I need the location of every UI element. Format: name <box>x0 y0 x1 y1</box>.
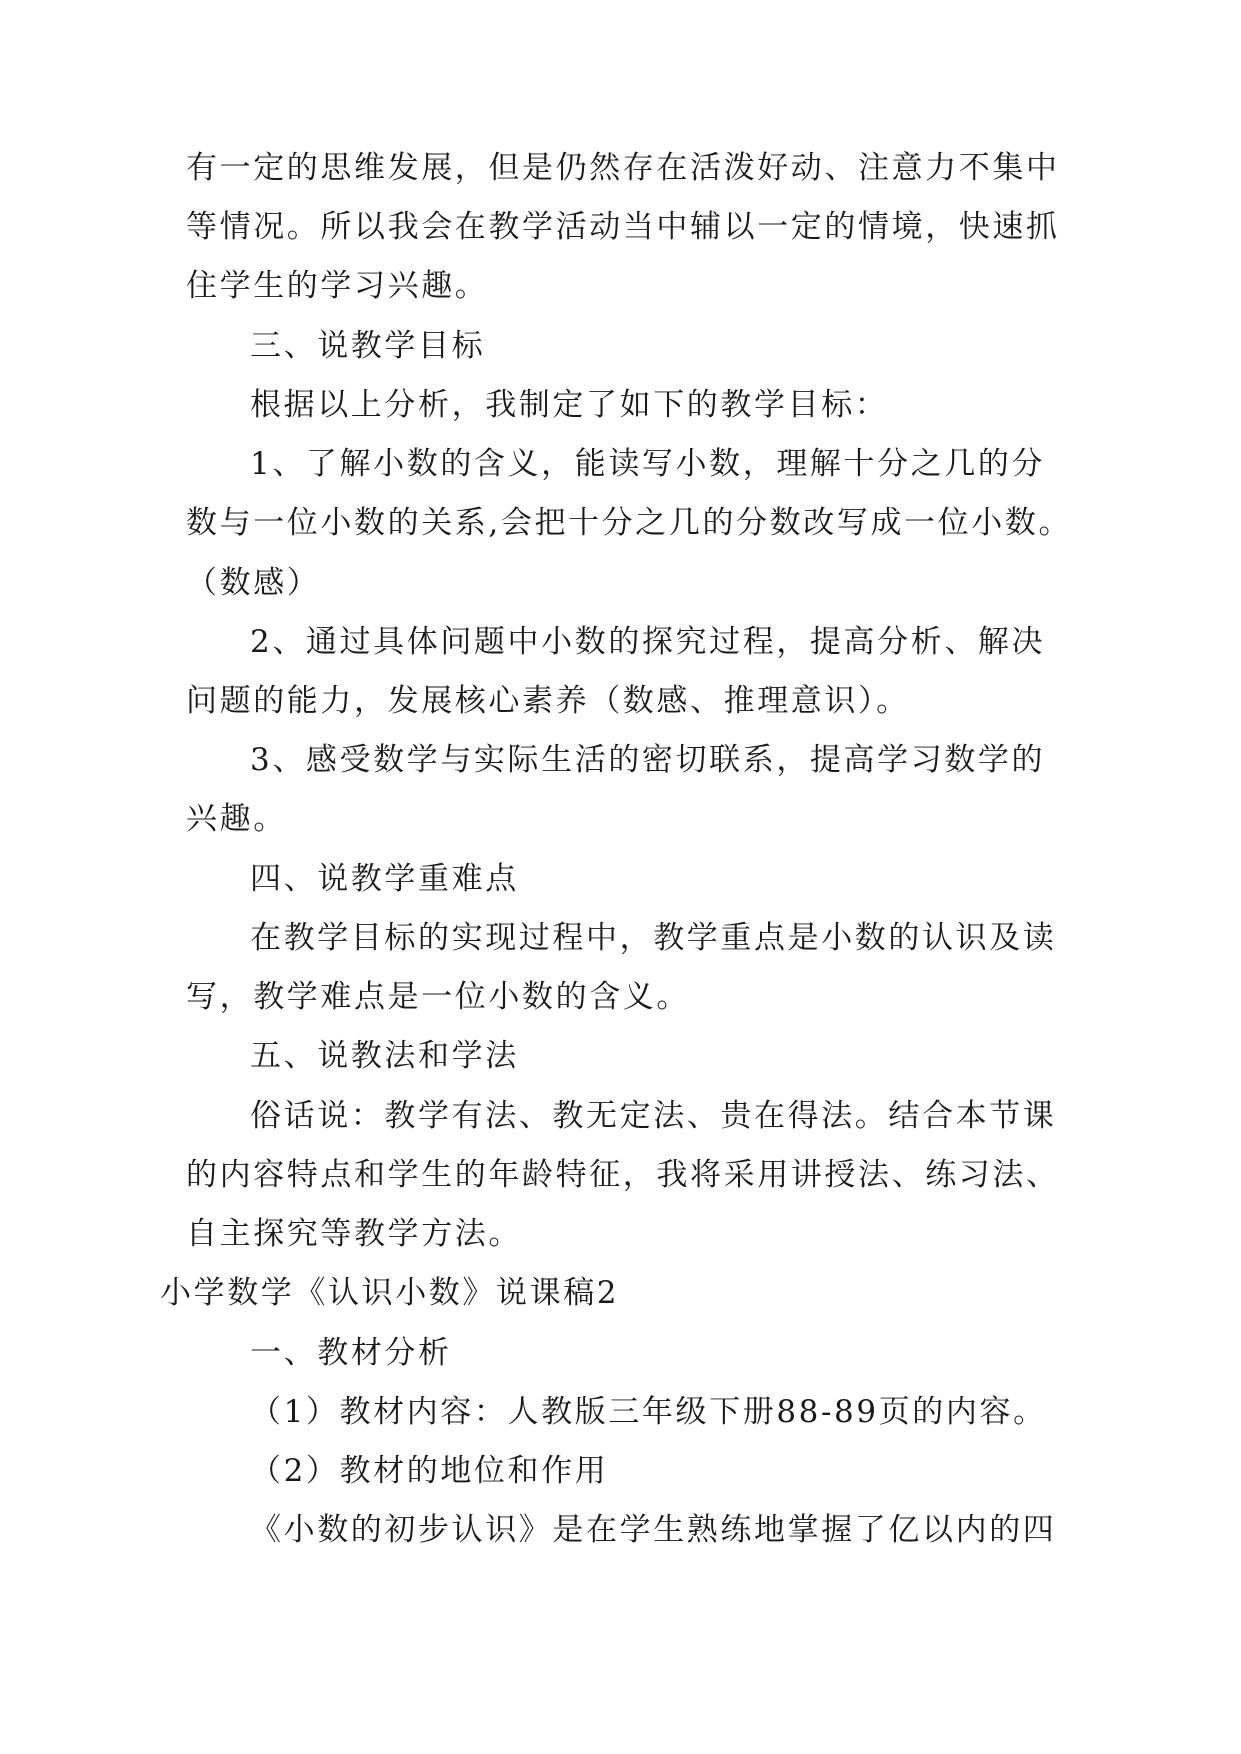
body-text-line: 有一定的思维发展，但是仍然存在活泼好动、注意力不集中 <box>186 150 1060 186</box>
body-text-line: 等情况。所以我会在教学活动当中辅以一定的情境，快速抓 <box>186 209 1060 245</box>
body-text-line: 2、通过具体问题中小数的探究过程，提高分析、解决 <box>250 624 1046 660</box>
section-heading: 四、说教学重难点 <box>250 861 519 897</box>
body-text-line: 3、感受数学与实际生活的密切联系，提高学习数学的 <box>250 742 1046 778</box>
body-text-line: 兴趣。 <box>186 801 287 837</box>
body-text-line: 1、了解小数的含义，能读写小数，理解十分之几的分 <box>250 446 1046 482</box>
section-heading: 五、说教法和学法 <box>250 1038 519 1074</box>
body-text-line: 问题的能力，发展核心素养（数感、推理意识）。 <box>186 683 910 719</box>
document-title: 小学数学《认识小数》说课稿2 <box>160 1275 620 1311</box>
body-text-line: 在教学目标的实现过程中，教学重点是小数的认识及读 <box>250 920 1057 956</box>
section-heading: 一、教材分析 <box>250 1335 452 1371</box>
body-text-line: 的内容特点和学生的年龄特征，我将采用讲授法、练习法、 <box>186 1157 1060 1193</box>
body-text-line: 自主探究等教学方法。 <box>186 1216 522 1252</box>
body-text-line: 住学生的学习兴趣。 <box>186 268 489 304</box>
section-heading: 三、说教学目标 <box>250 328 486 364</box>
body-text-line: 俗话说：教学有法、教无定法、贵在得法。结合本节课 <box>250 1098 1057 1134</box>
body-text-line: 数与一位小数的关系,会把十分之几的分数改写成一位小数。 <box>186 505 1073 541</box>
body-text-line: 《小数的初步认识》是在学生熟练地掌握了亿以内的四 <box>250 1512 1057 1548</box>
body-text-line: 写，教学难点是一位小数的含义。 <box>186 979 690 1015</box>
body-text-line: （1）教材内容：人教版三年级下册88-89页的内容。 <box>250 1394 1047 1430</box>
body-text-line: （数感） <box>186 565 321 601</box>
body-text-line: （2）教材的地位和作用 <box>250 1453 609 1489</box>
body-text-line: 根据以上分析，我制定了如下的教学目标： <box>250 387 889 423</box>
